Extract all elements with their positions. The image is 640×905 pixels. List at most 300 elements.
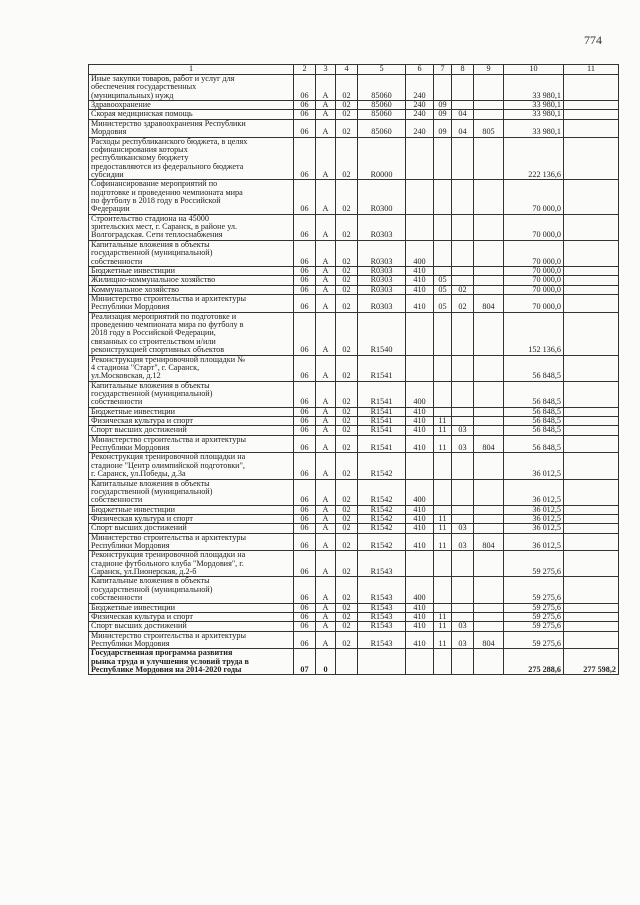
chapter-code: 11 [434,524,452,533]
row-name-line: Капитальные вложения в объекты [91,240,210,249]
row-name-line: Государственная программа развития [91,648,233,658]
section-code: 06 [294,426,316,435]
target-article-code: R1542 [358,453,406,479]
amount-2018: 36 012,5 [504,505,564,514]
column-header: 8 [452,65,474,75]
amount-2019 [564,294,619,312]
section-code: 06 [294,137,316,180]
subprogram-code: 02 [336,603,358,612]
chapter-code: 09 [434,101,452,110]
row-name [89,514,294,523]
row-name [89,110,294,119]
section-code: 06 [294,266,316,275]
amount-2019 [564,612,619,621]
row-name-line: Физическая культура и спорт [91,612,193,621]
section-code: 06 [294,622,316,631]
ministry-code [474,75,504,101]
row-name-line: Реализация мероприятий по подготовке и [91,312,237,321]
row-name-line: Спорт высших достижений [91,523,187,533]
row-name [89,266,294,275]
target-article-code [358,649,406,675]
subprogram-code: 02 [336,312,358,355]
table-row [89,180,619,214]
target-article-code: R1542 [358,479,406,505]
amount-2019 [564,285,619,294]
ministry-code [474,622,504,631]
program-code: А [316,479,336,505]
expense-type-code [406,214,434,240]
target-article-code: R1543 [358,551,406,577]
row-name-line: Спорт высших достижений [91,425,187,435]
row-name [89,649,294,675]
expense-type-code: 240 [406,110,434,119]
ministry-code [474,110,504,119]
section-code: 06 [294,631,316,649]
ministry-code [474,285,504,294]
ministry-code [474,417,504,426]
table-row [89,631,619,649]
row-name [89,505,294,514]
row-name-line: субсидии [91,169,124,179]
program-code: А [316,355,336,381]
program-code: 0 [316,649,336,675]
amount-2019 [564,479,619,505]
row-name-line: подготовке и проведению чемпионата мира [91,187,243,197]
section-code: 06 [294,110,316,119]
row-name-line: Министерство строительства и архитектуры [91,533,246,542]
ministry-code: 804 [474,533,504,551]
amount-2018: 70 000,0 [504,294,564,312]
chapter-code [434,479,452,505]
subsection-code: 03 [452,622,474,631]
subprogram-code: 02 [336,479,358,505]
row-name [89,101,294,110]
section-code: 06 [294,453,316,479]
page-number: 774 [584,33,602,47]
ministry-code: 804 [474,435,504,453]
column-header: 1 [89,65,294,75]
ministry-code [474,453,504,479]
section-code: 06 [294,407,316,416]
table-row [89,137,619,180]
amount-2018: 59 275,6 [504,577,564,603]
row-name [89,276,294,285]
row-name-line: Министерство строительства и архитектуры [91,435,246,444]
expense-type-code [406,355,434,381]
row-name-line: Реконструкция тренировочной площадки на [91,550,246,560]
row-name [89,312,294,355]
target-article-code: R0000 [358,137,406,180]
chapter-code: 11 [434,435,452,453]
program-code: А [316,417,336,426]
amount-2019 [564,266,619,275]
row-name-line: связанных со строительством и/или [91,336,216,346]
column-header: 9 [474,65,504,75]
amount-2018: 36 012,5 [504,479,564,505]
chapter-code [434,240,452,266]
ministry-code [474,426,504,435]
row-name-line: собственности [91,397,143,407]
subsection-code: 03 [452,524,474,533]
chapter-code: 11 [434,426,452,435]
chapter-code: 05 [434,276,452,285]
row-name [89,524,294,533]
expense-type-code: 400 [406,381,434,407]
row-name-line: зрительских мест, г. Саранск, в районе ул. [91,222,238,232]
section-code: 06 [294,312,316,355]
amount-2018: 56 848,5 [504,426,564,435]
row-name [89,533,294,551]
subsection-code [452,180,474,214]
ministry-code [474,381,504,407]
target-article-code: R1543 [358,631,406,649]
amount-2019 [564,417,619,426]
expense-type-code: 410 [406,435,434,453]
amount-2018: 33 980,1 [504,119,564,137]
section-code: 06 [294,240,316,266]
row-name-line: Спорт высших достижений [91,621,187,631]
row-name [89,285,294,294]
target-article-code: R0303 [358,285,406,294]
table-body [89,75,619,675]
table-row [89,110,619,119]
row-name-line: Капитальные вложения в объекты [91,381,210,390]
subprogram-code: 02 [336,285,358,294]
column-header: 4 [336,65,358,75]
subsection-code [452,240,474,266]
amount-2018: 33 980,1 [504,101,564,110]
row-name [89,75,294,101]
row-name-line: Мордовия [91,127,127,137]
row-name-line: Строительство стадиона на 45000 [91,214,209,223]
row-name-line: Здравоохранение [91,100,151,110]
subprogram-code: 02 [336,551,358,577]
amount-2018: 56 848,5 [504,407,564,416]
target-article-code: 85060 [358,101,406,110]
program-code: А [316,453,336,479]
amount-2018: 56 848,5 [504,381,564,407]
expense-type-code: 410 [406,622,434,631]
section-code: 06 [294,180,316,214]
subprogram-code: 02 [336,407,358,416]
amount-2019 [564,214,619,240]
chapter-code: 09 [434,110,452,119]
row-name [89,240,294,266]
row-name-line: Бюджетные инвестиции [91,407,176,416]
row-name-line: Бюджетные инвестиции [91,266,176,275]
subprogram-code: 02 [336,294,358,312]
program-code: А [316,426,336,435]
ministry-code [474,551,504,577]
column-header: 10 [504,65,564,75]
subprogram-code: 02 [336,622,358,631]
row-name [89,603,294,612]
chapter-code: 11 [434,533,452,551]
expense-type-code: 410 [406,524,434,533]
row-name [89,577,294,603]
chapter-code: 11 [434,612,452,621]
table-row [89,505,619,514]
target-article-code: 85060 [358,110,406,119]
row-name-line: проведению чемпионата мира по футболу в [91,320,244,330]
chapter-code [434,577,452,603]
row-name-line: Республике Мордовия на 2014-2020 годы [91,665,242,675]
row-name-line: Иные закупки товаров, работ и услуг для [91,74,235,83]
table-row [89,435,619,453]
table-row [89,533,619,551]
subprogram-code [336,649,358,675]
program-code: А [316,110,336,119]
chapter-code [434,75,452,101]
program-code: А [316,214,336,240]
target-article-code: R1541 [358,435,406,453]
chapter-code: 05 [434,294,452,312]
row-name-line: ул.Московская, д.12 [91,371,161,381]
row-name [89,381,294,407]
expense-type-code: 240 [406,101,434,110]
table-row [89,75,619,101]
amount-2019 [564,435,619,453]
row-name [89,622,294,631]
subsection-code [452,514,474,523]
expense-type-code: 400 [406,479,434,505]
table-row [89,453,619,479]
amount-2018: 56 848,5 [504,355,564,381]
row-name-line: г. Саранск, ул.Победы, д.3а [91,469,186,479]
expense-type-code: 410 [406,276,434,285]
ministry-code [474,577,504,603]
amount-2018: 36 012,5 [504,524,564,533]
row-name-line: собственности [91,495,143,505]
row-name-line: Республики Мордовия [91,443,170,453]
section-code: 06 [294,612,316,621]
subprogram-code: 02 [336,276,358,285]
table-row [89,417,619,426]
chapter-code: 05 [434,285,452,294]
table-row [89,119,619,137]
target-article-code: R1542 [358,524,406,533]
program-code: А [316,75,336,101]
row-name-line: Республики Мордовия [91,541,170,551]
row-name [89,417,294,426]
expense-type-code: 410 [406,505,434,514]
table-row [89,622,619,631]
table-row [89,294,619,312]
amount-2018: 56 848,5 [504,417,564,426]
chapter-code: 11 [434,622,452,631]
ministry-code [474,505,504,514]
header-row [89,65,619,75]
table-row [89,479,619,505]
table-row [89,240,619,266]
section-code: 06 [294,276,316,285]
column-header: 6 [406,65,434,75]
target-article-code: R1543 [358,622,406,631]
amount-2019 [564,276,619,285]
row-name-line: государственной (муниципальной) [91,486,213,496]
subsection-code [452,407,474,416]
amount-2019 [564,524,619,533]
subsection-code: 04 [452,119,474,137]
expense-type-code [406,649,434,675]
subsection-code: 02 [452,285,474,294]
program-code: А [316,622,336,631]
row-name [89,137,294,180]
amount-2019 [564,505,619,514]
chapter-code [434,266,452,275]
section-code: 07 [294,649,316,675]
subsection-code [452,603,474,612]
row-name-line: обеспечения государственных [91,82,197,92]
expense-type-code: 410 [406,426,434,435]
subprogram-code: 02 [336,533,358,551]
target-article-code: R1543 [358,612,406,621]
amount-2019 [564,110,619,119]
row-name-line: Жилищно-коммунальное хозяйство [91,275,216,285]
expense-type-code: 410 [406,285,434,294]
table-row [89,407,619,416]
subsection-code [452,551,474,577]
expense-type-code: 410 [406,631,434,649]
amount-2018: 70 000,0 [504,214,564,240]
target-article-code: R1542 [358,533,406,551]
section-code: 06 [294,603,316,612]
chapter-code: 11 [434,631,452,649]
program-code: А [316,101,336,110]
target-article-code: R1541 [358,381,406,407]
row-name-line: стадионе футбольного клуба "Мордовия", г. [91,558,244,568]
subprogram-code: 02 [336,214,358,240]
subsection-code: 04 [452,110,474,119]
amount-2019: 277 598,2 [564,649,619,675]
ministry-code [474,266,504,275]
subsection-code [452,381,474,407]
subprogram-code: 02 [336,514,358,523]
ministry-code [474,240,504,266]
program-code: А [316,514,336,523]
program-code: А [316,119,336,137]
chapter-code [434,505,452,514]
target-article-code: R0300 [358,180,406,214]
table-row [89,276,619,285]
subsection-code [452,612,474,621]
amount-2018: 59 275,6 [504,622,564,631]
ministry-code [474,649,504,675]
amount-2019 [564,312,619,355]
ministry-code [474,603,504,612]
row-name-line: стадионе "Центр олимпийской подготовки", [91,460,245,470]
expense-type-code: 410 [406,612,434,621]
ministry-code [474,514,504,523]
expense-type-code: 410 [406,417,434,426]
row-name [89,479,294,505]
amount-2019 [564,407,619,416]
subsection-code: 03 [452,631,474,649]
ministry-code: 804 [474,631,504,649]
target-article-code: R0303 [358,240,406,266]
row-name-line: Федерации [91,204,130,214]
subprogram-code: 02 [336,110,358,119]
expense-type-code: 410 [406,533,434,551]
expense-type-code [406,180,434,214]
chapter-code [434,649,452,675]
amount-2018: 36 012,5 [504,514,564,523]
subsection-code [452,312,474,355]
section-code: 06 [294,533,316,551]
ministry-code [474,524,504,533]
table-row [89,214,619,240]
table-row [89,381,619,407]
row-name [89,294,294,312]
ministry-code [474,612,504,621]
expense-type-code [406,551,434,577]
row-name-line: собственности [91,593,143,603]
row-name-line: Министерство здравоохранения Республики [91,119,246,128]
subsection-code [452,137,474,180]
expense-type-code [406,453,434,479]
row-name-line: софинансирования которых [91,144,188,154]
amount-2018: 70 000,0 [504,285,564,294]
subprogram-code: 02 [336,75,358,101]
column-header: 11 [564,65,619,75]
row-name-line: республиканскому бюджету [91,153,189,163]
target-article-code: R1541 [358,355,406,381]
subprogram-code: 02 [336,119,358,137]
row-name-line: государственной (муниципальной) [91,248,213,258]
program-code: А [316,294,336,312]
chapter-code: 11 [434,417,452,426]
ministry-code [474,276,504,285]
target-article-code: R1541 [358,426,406,435]
subprogram-code: 02 [336,505,358,514]
table-row [89,551,619,577]
program-code: А [316,180,336,214]
row-name-line: Реконструкция тренировочной площадки на [91,452,246,462]
row-name [89,612,294,621]
row-name-line: 2018 году в Российской Федерации, [91,328,216,338]
table-row [89,312,619,355]
row-name-line: Капитальные вложения в объекты [91,576,210,586]
column-header: 5 [358,65,406,75]
subsection-code: 03 [452,435,474,453]
subprogram-code: 02 [336,453,358,479]
target-article-code: 85060 [358,119,406,137]
row-name-line: государственной (муниципальной) [91,584,213,594]
table-row [89,426,619,435]
row-name [89,355,294,381]
row-name-line: Министерство строительства и архитектуры [91,294,246,303]
expense-type-code: 240 [406,75,434,101]
section-code: 06 [294,294,316,312]
ministry-code [474,180,504,214]
amount-2018: 36 012,5 [504,533,564,551]
subsection-code [452,479,474,505]
target-article-code: R1542 [358,514,406,523]
amount-2018: 275 288,6 [504,649,564,675]
row-name-line: Реконструкция тренировочной площадки № [91,355,246,364]
ministry-code [474,407,504,416]
subprogram-code: 02 [336,631,358,649]
amount-2018: 152 136,6 [504,312,564,355]
table-row [89,266,619,275]
chapter-code [434,381,452,407]
section-code: 06 [294,479,316,505]
row-name [89,551,294,577]
amount-2019 [564,381,619,407]
expense-type-code: 400 [406,577,434,603]
table-row [89,577,619,603]
chapter-code [434,214,452,240]
